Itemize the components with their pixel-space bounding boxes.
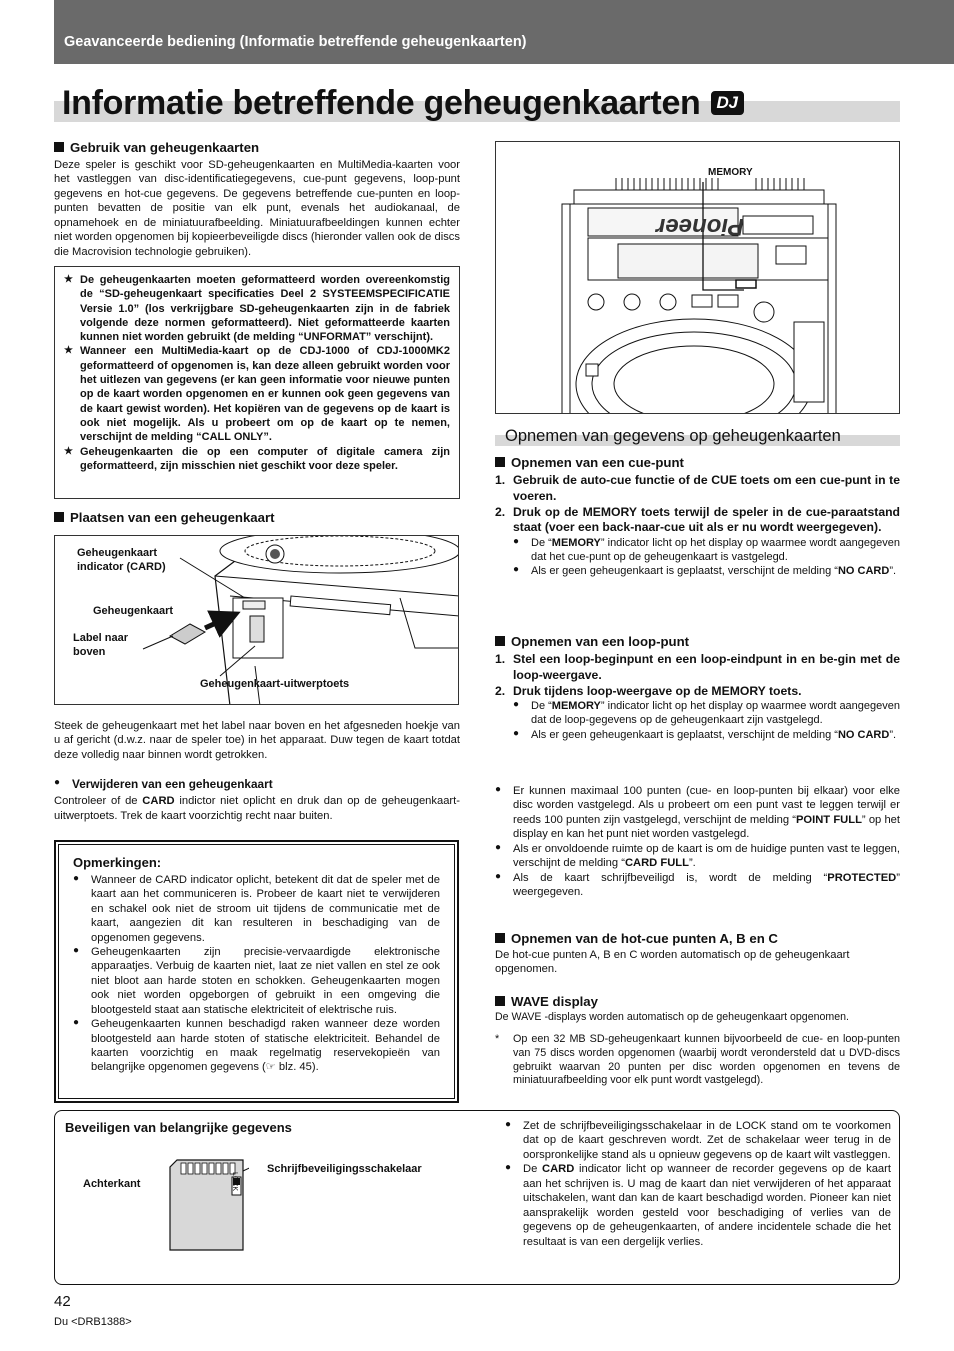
wave-body: De WAVE -displays worden automatisch op de geheugenkaart opgenomen. [495,1011,849,1024]
hotcue-section [495,930,900,977]
memory-label: MEMORY [708,167,753,178]
square-bullet-icon [54,512,64,522]
page-title [62,82,744,126]
beveiligen-heading: Beveiligen van belangrijke gegevens [65,1120,292,1135]
wave-section [495,993,900,1088]
square-bullet-icon [495,933,505,943]
opmerking-item: ● Wanneer de CARD indicator oplicht, betekent dit dat de speler met de kaart aan het communiceren is. Probeer de kaart niet te verwijderen en schakel ook niet de stroom uit tijdens de communicatie met de kaart, aangezien dit kan resulteren in beschadiging van de opgenomen gegevens. [73,873,440,945]
loop-section [495,633,900,742]
card-insert-figure [54,535,459,705]
plaatsen-body: Steek de geheugenkaart met het label naar boven en het afgesneden hoekje van u af gericht (d.w.z. naar de speler toe) in het apparaat. Duw tegen de kaart totdat deze volledig naar binnen wordt getrokken. [54,720,460,761]
general-bullet: ● Als de kaart schrijfbeveiligd is, wordt de melding “PROTECTED” weergegeven. [495,871,900,900]
gebruik-heading: Gebruik van geheugenkaarten [54,139,460,156]
label-write-protect-switch: Schrijfbeveiligingsschakelaar [267,1163,422,1175]
square-bullet-icon [54,142,64,152]
lock-text: LOCK [231,1171,239,1192]
verwijderen-section [54,777,460,823]
opmerkingen-heading: Opmerkingen: [73,855,162,870]
label-card: Geheugenkaart [93,605,174,617]
cdj-top-illustration [496,142,900,414]
note-item: ★ Geheugenkaarten die op een computer of digitale camera zijn geformatteerd, zijn misschien niet geschikt voor deze speler. [64,445,450,474]
cue-section [495,454,900,579]
square-bullet-icon [495,457,505,467]
plaatsen-heading: Plaatsen van een geheugenkaart [54,509,460,526]
opmerkingen-box [54,840,459,1103]
device-figure [495,141,900,414]
beveiligen-box [54,1110,900,1285]
opnemen-title: Opnemen van gegevens op geheugenkaarten [505,427,841,445]
cue-step-1: 1. Gebruik de auto-cue functie of de CUE toets om een cue-punt in te voeren. [495,473,900,503]
beveiligen-bullet: ● De CARD indicator licht op wanneer de recorder gegevens op de kaart aan het schrijven is. U mag de kaart dan niet verwijderen of het apparaat uitschakelen, want dan kan de kaart beschadigd worden. Pioneer kan niet aansprakelijk worden gesteld voor beschadiging of verlies van de gegevens op de geheugenkaarten, of andere incidentele schade die het resultaat is van een dergelijk verlies. [505,1162,891,1249]
note-item: ★ Wanneer een MultiMedia-kaart op de CDJ-1000 of CDJ-1000MK2 geformatteerd of opgenomen is, kan deze alleen gebruikt worden voor het uitlezen van gegevens (er kan geen informatie voor nieuwe punten op de kaart worden opgenomen en er kunnen ook geen gegevens van de kaart gewist worden). Het kopiëren van de gegevens op de kaart is ook niet mogelijk. Als u probeert om op de kaart op te nemen, verschijnt de melding “CALL ONLY”. [64,344,450,444]
cue-heading: Opnemen van een cue-punt [495,454,900,471]
page-number: 42 [54,1293,71,1310]
loop-step-2: 2. Druk tijdens loop-weergave op de MEMORY toets. [495,683,802,698]
header-bar [54,0,954,64]
gebruik-body: Deze speler is geschikt voor SD-geheugenkaarten en MultiMedia-kaarten voor het vastleggen van disc-identificatiegegevens, cue-punt gegevens, loop-punt gegevens en hot-cue gegevens. De gegevens betreffende cue-punten en loop-punten bevatten de positie van elk punt, evenals het audiokanaal, de opnamehoek en de miniatuurafbeelding. Miniatuurafbeeldingen kunnen echter niet worden opgenomen bij kopieerbeveiligde discs (hieronder vallen ook de discs die Macrovision technologie gebruiken). [54,159,460,258]
page-title-text: Informatie betreffende geheugenkaarten [62,84,701,122]
dj-badge-icon: DJ [711,91,744,115]
wave-heading: WAVE display [495,993,900,1010]
label-card-indicator: Geheugenkaart indicator (CARD) [77,547,166,574]
beveiligen-bullets [505,1119,891,1249]
loop-heading: Opnemen van een loop-punt [495,633,900,650]
breadcrumb: Geavanceerde bediening (Informatie betreffende geheugenkaarten) [64,34,527,50]
verwijderen-body: Controleer of de CARD indictor niet oplicht en druk dan op de geheugenkaart-uitwerptoets. Trek de kaart voorzichtig recht naar buiten. [54,795,460,822]
cue-bullet: ● De “MEMORY” indicator licht op het display op waarmee wordt aangegeven dat het cue-punt op de geheugenkaart is vastgelegd. [495,536,900,564]
general-bullet: ● Als er onvoldoende ruimte op de kaart is om de huidige punten vast te leggen, verschijnt de melding “CARD FULL”. [495,842,900,871]
hotcue-heading: Opnemen van de hot-cue punten A, B en C [495,930,900,947]
label-label-up: Label naar boven [73,632,129,659]
hotcue-body: De hot-cue punten A, B en C worden automatisch op de geheugenkaart opgenomen. [495,949,850,976]
cue-bullet: ● Als er geen geheugenkaart is geplaatst, verschijnt de melding “NO CARD”. [495,564,900,578]
cue-step-2: 2. Druk op de MEMORY toets terwijl de speler in de cue-paraatstand staat (voer een back-naar-cue uit als er nu wordt weergegeven). [495,504,900,535]
note-item: ★ De geheugenkaarten moeten geformatteerd worden overeenkomstig de “SD-geheugenkaart specificaties Deel 2 SYSTEEMSPECIFICATIE Versie 1.0” (los verkrijgbare SD-geheugenkaarten zijn in de fabriek volgende deze normen geformatteerd). Niet geformatteerde kaarten kunnen niet worden gebruikt (de melding “UNFORMAT” verschijnt). [64,273,450,344]
pioneer-logo: Pioneer [656,212,745,240]
loop-bullet: ● De “MEMORY” indicator licht op het display op waarmee wordt aangegeven dat de loop-gegevens op de geheugenkaart zijn vastgelegd. [495,699,900,727]
square-bullet-icon [495,636,505,646]
gebruik-section [54,139,460,259]
beveiligen-bullet: ● Zet de schrijfbeveiligingsschakelaar in de LOCK stand om te voorkomen dat op de kaart geschreven wordt. Zet de schakelaar weer terug in de oorspronkelijke stand als u opnieuw gegevens op de kaart wilt vastleggen. [505,1119,891,1162]
opmerking-item: ● Geheugenkaarten kunnen beschadigd raken wanneer deze worden blootgesteld aan harde stoten of statische elektriciteit. Behandel de kaarten voorzichtig en maak regelmatig reservekopieën van belangrijke opgenomen gegevens (☞ blz. 45). [73,1017,440,1075]
notes-box [54,266,460,499]
general-bullet: ● Er kunnen maximaal 100 punten (cue- en loop-punten bij elkaar) voor elke disc worden vastgelegd. Als u probeert om een punt vast te leggen terwijl er reeds 100 punten zijn vastgelegd, verschijnt de melding “POINT FULL” op het display en kan het punt niet worden vastgelegd. [495,784,900,842]
general-bullets [495,784,900,900]
loop-bullet: ● Als er geen geheugenkaart is geplaatst, verschijnt de melding “NO CARD”. [495,728,900,742]
opmerking-item: ● Geheugenkaarten zijn precisie-vervaardigde elektronische apparaatjes. Verbuig de kaarten niet, laat ze niet vallen en stel ze ook niet bloot aan harde stoten en schokken. Geheugenkaarten mogen ook niet worden opgeborgen of gebruikt in een omgeving die blootgesteld staat aan statische elektriciteit of elektrische ruis. [73,945,440,1017]
square-bullet-icon [495,996,505,1006]
verwijderen-heading: ● Verwijderen van een geheugenkaart [54,777,460,792]
doc-code: Du <DRB1388> [54,1316,132,1328]
label-eject-button: Geheugenkaart-uitwerptoets [200,678,350,690]
wave-footnote: * Op een 32 MB SD-geheugenkaart kunnen bijvoorbeeld de cue- en loop-punten van 75 discs worden opgenomen (waarbij wordt verondersteld dat u DVD-discs gebruikt waarvan 20 punten per disc worden opgenomen en tevens de miniatuurafbeelding voor elk punt wordt vastgelegd). [495,1032,900,1087]
label-back-side: Achterkant [83,1178,141,1190]
loop-step-1: 1. Stel een loop-beginpunt en een loop-eindpunt in en be-gin met de loop-weergave. [495,652,900,682]
